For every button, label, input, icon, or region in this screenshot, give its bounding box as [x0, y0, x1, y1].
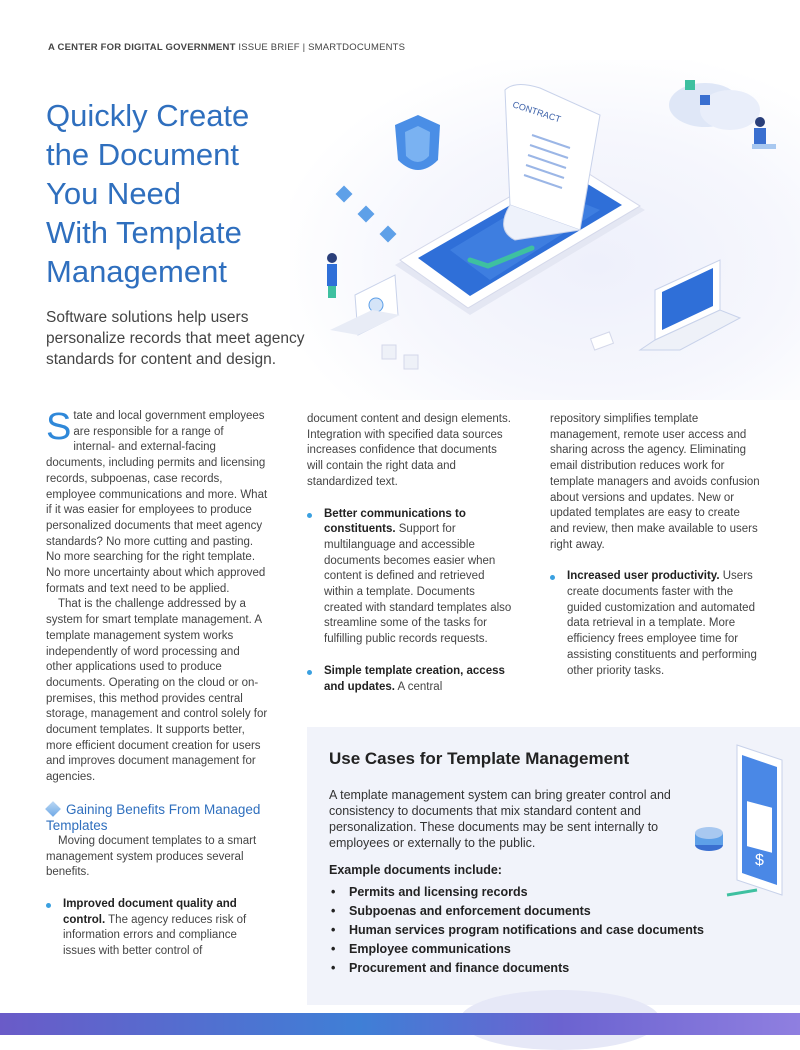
list-item: • Employee communications	[329, 940, 704, 959]
bullet-item: Increased user productivity. Users create documents faster with the guided customization and automated data retrieval in a template. More efficiency frees employee time for assisting constituents and performing other priority tasks.	[550, 569, 760, 679]
shield-icon	[395, 115, 440, 170]
paragraph: repository simplifies template management, remote user access and sharing across the agency. Eliminating email distribution reduces work for template managers and avoids confusion about versions and updates. New or updated templates are easy to create and review, then make available to users right away.	[550, 413, 760, 551]
bullet-item: Simple template creation, access and updates. A central	[307, 664, 512, 695]
contract-label: CONTRACT	[511, 99, 563, 125]
intro-paragraph: State and local government employees are responsible for a range of internal- and external-facing documents, including permits and licensing records, subpoenas, case records, employee communications and more. What if it was easier for employees to produce personalized documents that meet agency standards? No more cutting and pasting. No more searching for the right template. No more uncertainty about which approved formats and text need to be applied.	[46, 406, 268, 595]
list-item: • Procurement and finance documents	[329, 959, 704, 978]
chip-icon	[336, 186, 353, 203]
laptop-icon	[640, 260, 740, 350]
page-title	[46, 96, 316, 291]
use-cases-title: Use Cases for Template Management	[329, 749, 630, 768]
section-subhead: Gaining Benefits From Managed Templates	[46, 801, 261, 833]
hero-illustration	[300, 60, 800, 400]
cloud-icon	[669, 80, 760, 130]
column-1	[46, 406, 268, 960]
phone-illustration	[687, 735, 797, 905]
cube-icon	[404, 355, 418, 369]
header-brand: A CENTER FOR DIGITAL GOVERNMENT	[48, 42, 236, 53]
header-rest: ISSUE BRIEF | SMARTDOCUMENTS	[235, 42, 406, 53]
person-figure	[327, 253, 337, 298]
column-3	[550, 412, 760, 679]
list-item: • Subpoenas and enforcement documents	[329, 902, 704, 921]
list-item: • Permits and licensing records	[329, 883, 704, 902]
cube-icon	[382, 345, 396, 359]
page-subtitle: Software solutions help users personalize records that meet agency standards for content and design.	[46, 309, 305, 368]
use-cases-box	[307, 727, 800, 1005]
use-cases-list	[329, 883, 704, 978]
document-icon	[747, 801, 772, 853]
title-line: You Need	[46, 176, 182, 211]
drop-cap: S	[46, 406, 72, 448]
paragraph: document content and design elements. Integration with specified data sources increases confidence that documents will contain the right data and standardized text.	[307, 413, 511, 488]
checkmark-icon	[727, 890, 757, 895]
use-cases-text: A template management system can bring greater control and consistency to documents that mix standard content and personalization. These documents may be sent internally to employees or externally to the public.	[329, 788, 671, 850]
cube-icon	[45, 801, 61, 817]
card-icon	[591, 332, 614, 350]
paragraph: That is the challenge addressed by a system for smart template management. A template management system works independently of word processing and other applications used to produce documents. Operating on the cloud or on-premises, this method provides central storage, management and control solely for document templates. It supports better, more efficient document creation for users and improves document management for agencies.	[46, 598, 268, 784]
use-cases-subhead: Example documents include:	[329, 863, 502, 877]
dollar-icon: $	[755, 852, 764, 869]
bullet-item: Better communications to constituents. Support for multilanguage and accessible documents becomes easier when content is defined and retrieved within a template. Documents created with standard templates also streamline some of the tasks for fulfilling public records requests.	[307, 507, 512, 648]
title-line: Management	[46, 254, 227, 289]
list-item: • Human services program notifications and case documents	[329, 921, 704, 940]
paragraph: Moving document templates to a smart management system produces several benefits.	[46, 834, 257, 879]
laptop-icon	[330, 275, 400, 335]
person-figure	[752, 117, 776, 149]
title-line: the Document	[46, 137, 239, 172]
column-2	[307, 412, 512, 695]
chip-icon	[380, 226, 397, 243]
bullet-item: Improved document quality and control. The agency reduces risk of information errors and compliance issues with better control of	[46, 897, 268, 960]
issue-brief-header	[48, 42, 405, 53]
chip-icon	[358, 206, 375, 223]
footer-bar	[0, 1013, 800, 1035]
title-line: With Template	[46, 215, 242, 250]
title-line: Quickly Create	[46, 98, 250, 133]
